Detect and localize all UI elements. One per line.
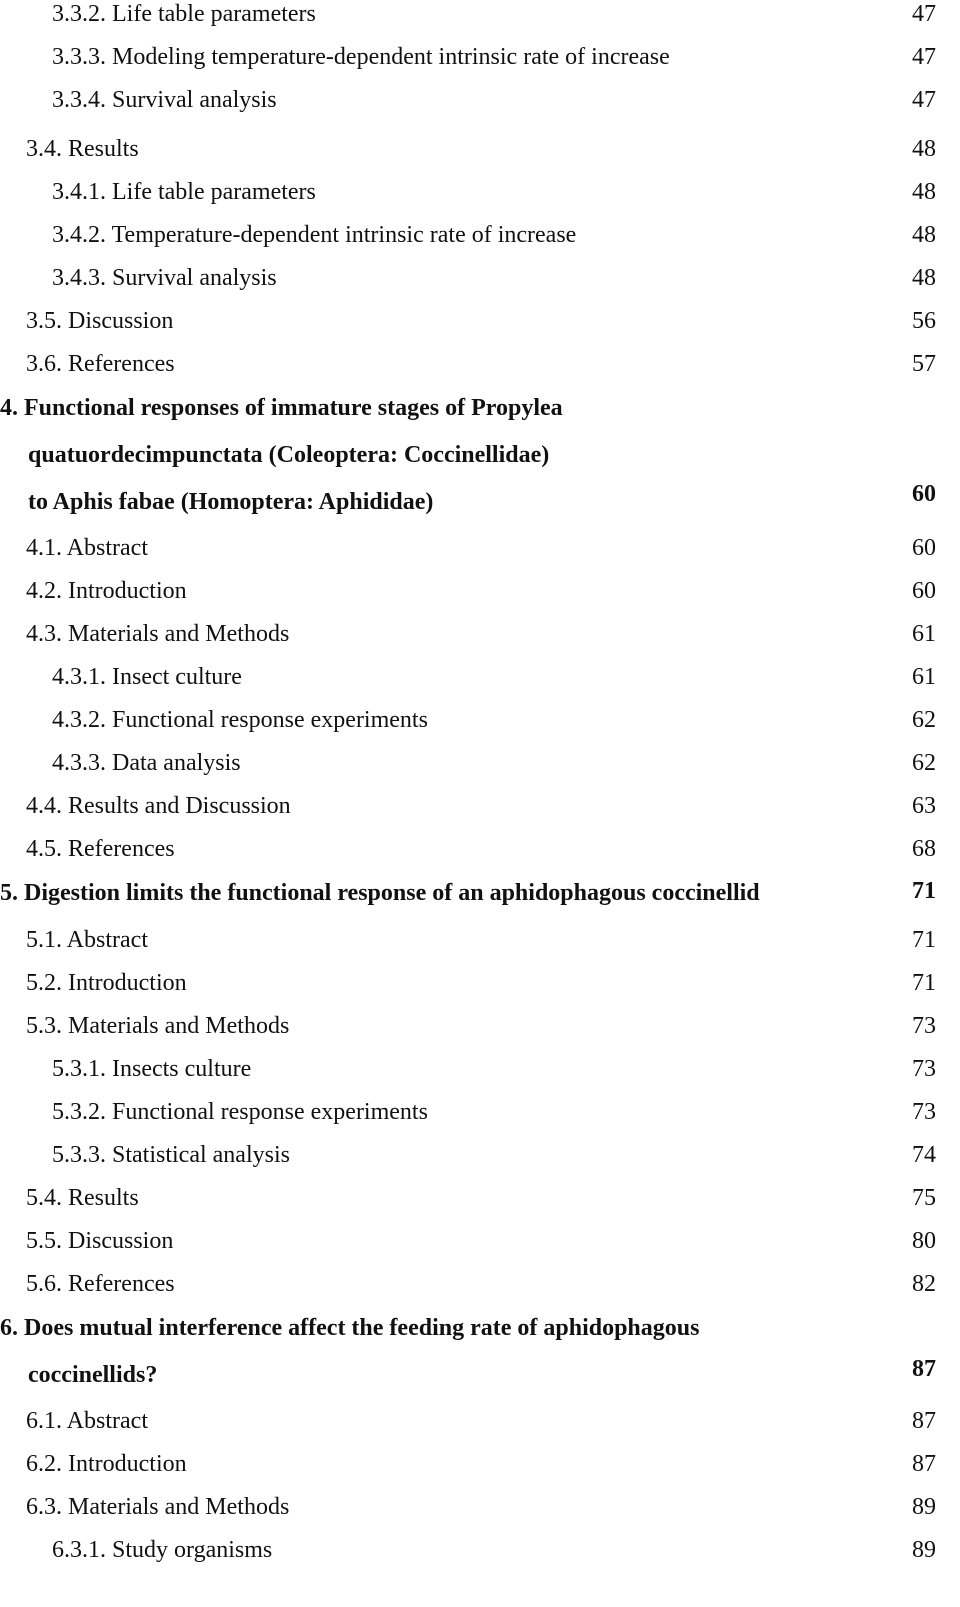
toc-entry-page: 71 [912, 970, 936, 996]
toc-entry-page: 87 [912, 1451, 936, 1477]
toc-entry-title: 3.4.1. Life table parameters [52, 179, 316, 205]
toc-entry-title: 5.3.2. Functional response experiments [52, 1099, 428, 1125]
toc-entry-page: 48 [912, 265, 936, 291]
toc-entry-page: 57 [912, 351, 936, 377]
toc-entry-title: 5.5. Discussion [26, 1228, 174, 1254]
toc-entry-page: 89 [912, 1537, 936, 1563]
toc-entry-page: 75 [912, 1185, 936, 1211]
toc-entry-title: quatuordecimpunctata (Coleoptera: Coccinellidae) [28, 442, 550, 468]
toc-entry-title: 5.1. Abstract [26, 927, 148, 953]
toc-entry-title: 4. Functional responses of immature stages of Propylea [0, 395, 563, 421]
toc-entry-title: 3.4.2. Temperature-dependent intrinsic rate of increase [52, 222, 577, 248]
toc-entry-page: 61 [912, 621, 936, 647]
toc-entry-title: 5.4. Results [26, 1185, 139, 1211]
toc-entry-title: 3.3.3. Modeling temperature-dependent intrinsic rate of increase [52, 44, 670, 70]
toc-entry-title: 5.3.3. Statistical analysis [52, 1142, 290, 1168]
toc-entry-page: 63 [912, 793, 936, 819]
toc-entry-page: 62 [912, 707, 936, 733]
toc-entry-title: 3.6. References [26, 351, 175, 377]
toc-entry-page: 71 [912, 878, 936, 904]
toc-entry-title: 5. Digestion limits the functional response of an aphidophagous coccinellid [0, 880, 760, 906]
toc-entry-page: 80 [912, 1228, 936, 1254]
toc-entry-title: 4.1. Abstract [26, 535, 148, 561]
toc-entry-title: 3.5. Discussion [26, 308, 174, 334]
toc-entry-title: 6.3.1. Study organisms [52, 1537, 273, 1563]
toc-entry-page: 87 [912, 1408, 936, 1434]
toc-entry-title: 5.3. Materials and Methods [26, 1013, 290, 1039]
toc-entry-page: 89 [912, 1494, 936, 1520]
toc-entry-page: 47 [912, 44, 936, 70]
toc-entry-page: 73 [912, 1013, 936, 1039]
toc-entry-page: 82 [912, 1271, 936, 1297]
toc-entry-title: 4.3.2. Functional response experiments [52, 707, 428, 733]
toc-entry-page: 48 [912, 136, 936, 162]
toc-entry-page: 47 [912, 1, 936, 27]
toc-entry-title: 4.3. Materials and Methods [26, 621, 290, 647]
toc-entry-title: 5.2. Introduction [26, 970, 187, 996]
toc-entry-title: 5.3.1. Insects culture [52, 1056, 252, 1082]
toc-entry-title: to Aphis fabae (Homoptera: Aphididae) [28, 489, 434, 515]
toc-entry-page: 61 [912, 664, 936, 690]
toc-entry-page: 62 [912, 750, 936, 776]
toc-entry-title: 3.3.4. Survival analysis [52, 87, 277, 113]
toc-entry-title: 6.2. Introduction [26, 1451, 187, 1477]
toc-entry-title: 6.1. Abstract [26, 1408, 148, 1434]
toc-entry-page: 60 [912, 578, 936, 604]
toc-entry-title: 3.3.2. Life table parameters [52, 1, 316, 27]
toc-entry-page: 48 [912, 222, 936, 248]
toc-entry-page: 47 [912, 87, 936, 113]
toc-entry-title: 5.6. References [26, 1271, 175, 1297]
toc-entry-page: 68 [912, 836, 936, 862]
toc-entry-title: 3.4. Results [26, 136, 139, 162]
toc-entry-page: 73 [912, 1056, 936, 1082]
toc-entry-page: 71 [912, 927, 936, 953]
toc-entry-page: 48 [912, 179, 936, 205]
toc-entry-title: 4.4. Results and Discussion [26, 793, 291, 819]
toc-entry-title: coccinellids? [28, 1362, 158, 1388]
toc-entry-page: 73 [912, 1099, 936, 1125]
toc-entry-page: 74 [912, 1142, 936, 1168]
toc-entry-title: 4.2. Introduction [26, 578, 187, 604]
toc-entry-title: 6.3. Materials and Methods [26, 1494, 290, 1520]
toc-entry-title: 4.5. References [26, 836, 175, 862]
toc-entry-page: 56 [912, 308, 936, 334]
toc-entry-page: 60 [912, 535, 936, 561]
toc-entry-page: 60 [912, 481, 936, 507]
toc-entry-title: 3.4.3. Survival analysis [52, 265, 277, 291]
toc-entry-title: 4.3.1. Insect culture [52, 664, 242, 690]
toc-entry-title: 4.3.3. Data analysis [52, 750, 241, 776]
toc-entry-title: 6. Does mutual interference affect the feeding rate of aphidophagous [0, 1315, 700, 1341]
toc-entry-page: 87 [912, 1356, 936, 1382]
